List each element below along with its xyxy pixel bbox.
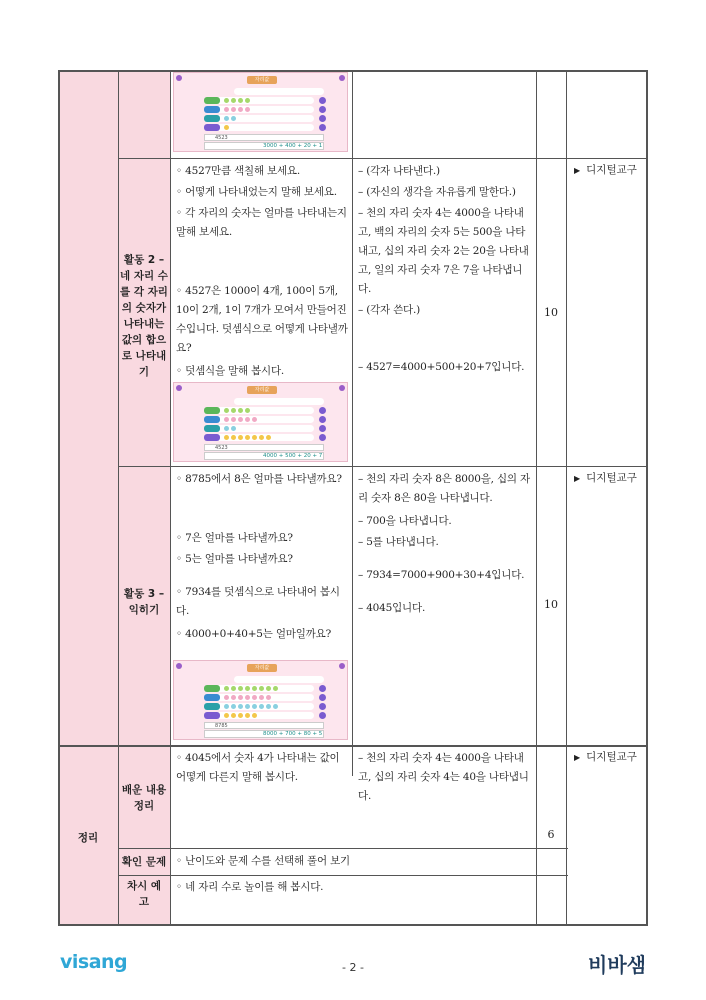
circle-icon — [176, 75, 182, 81]
check-problem-label: 확인 문제 — [121, 856, 167, 868]
time-activity-3: 10 — [544, 598, 558, 611]
place-value-expression: 3000 + 400 + 20 + 1 — [263, 143, 323, 149]
place-value-number: 4523 — [215, 135, 228, 141]
teacher-cell — [176, 162, 350, 381]
student-line: – (각자 쓴다.) — [358, 304, 421, 316]
teacher-line: ◦ 5는 얼마를 나타낼까요? — [176, 553, 293, 565]
teacher-cell — [176, 749, 350, 787]
place-value-number: 4523 — [215, 445, 228, 451]
screen-title: 자리값 — [247, 76, 277, 84]
next-lesson-label: 차시 예고 — [126, 880, 162, 908]
teacher-line: ◦ 4527은 1000이 4개, 100이 5개, 10이 2개, 1이 7개가 모여서 만들어진 수입니다. 덧셈식으로 어떻게 나타낼까요? — [176, 285, 348, 354]
teacher-line: ◦ 8785에서 8은 얼마를 나타낼까요? — [176, 473, 342, 485]
student-line: – 천의 자리 숫자 4는 4000을 나타내고, 십의 자리 숫자 4는 40을 나타냅니다. — [358, 752, 529, 802]
circle-icon — [176, 385, 182, 391]
triangle-bullet-icon: ▶ — [574, 166, 581, 175]
circle-icon — [176, 663, 182, 669]
time-activity-2: 10 — [544, 306, 558, 319]
circle-icon — [339, 663, 345, 669]
screen-title: 자리값 — [247, 664, 277, 672]
screen-title: 자리값 — [247, 386, 277, 394]
student-cell — [358, 162, 534, 377]
vivasam-logo: 비바샘 — [588, 953, 646, 977]
student-line: – (자신의 생각을 자유롭게 말한다.) — [358, 186, 516, 198]
student-cell — [358, 749, 534, 806]
tool-activity-3: ▶ 디지털교구 — [574, 472, 637, 484]
activity-2-label: 활동 2 – 네 자리 수를 각 자리의 숫자가 나타내는 값의 합으로 나타내기 — [120, 254, 168, 378]
stage-column — [58, 70, 118, 926]
teacher-line: ◦ 7934를 덧셈식으로 나타내어 봅시다. — [176, 586, 340, 617]
check-problem-text: ◦ 난이도와 문제 수를 선택해 풀어 보기 — [176, 855, 350, 867]
digital-tool-screenshot — [173, 382, 348, 462]
time-summary: 6 — [547, 828, 555, 841]
place-value-expression: 4000 + 500 + 20 + 7 — [263, 453, 323, 459]
circle-icon — [339, 75, 345, 81]
digital-tool-screenshot — [173, 660, 348, 740]
teacher-line: ◦ 어떻게 나타내었는지 말해 보세요. — [176, 186, 337, 198]
page-number: - 2 - — [342, 961, 364, 974]
student-line: – 천의 자리 숫자 4는 4000을 나타내고, 백의 자리의 숫자 5는 500을 나타내고, 십의 자리 숫자 2는 20을 나타내고, 일의 자리 숫자 7은 7을 나타냅니다. — [358, 207, 529, 295]
place-value-number: 8785 — [215, 723, 228, 729]
next-lesson-text: ◦ 네 자리 수로 놀이를 해 봅시다. — [176, 881, 324, 893]
stage-summary: 정리 — [77, 832, 99, 844]
visang-logo: visang — [60, 951, 128, 973]
student-line: – 700을 나타냅니다. — [358, 515, 452, 527]
student-line: – 5를 나타냅니다. — [358, 536, 439, 548]
student-line: – (각자 나타낸다.) — [358, 165, 440, 177]
triangle-bullet-icon: ▶ — [574, 474, 581, 483]
student-line: – 7934=7000+900+30+4입니다. — [358, 569, 525, 581]
teacher-line: ◦ 각 자리의 숫자는 얼마를 나타내는지 말해 보세요. — [176, 207, 347, 238]
circle-icon — [339, 385, 345, 391]
teacher-line: ◦ 4527만큼 색칠해 보세요. — [176, 165, 301, 177]
tool-summary: ▶ 디지털교구 — [574, 751, 637, 763]
tool-activity-2: ▶ 디지털교구 — [574, 164, 637, 176]
student-line: – 4527=4000+500+20+7입니다. — [358, 361, 525, 373]
digital-tool-screenshot — [173, 72, 348, 152]
teacher-line: ◦ 4000+0+40+5는 얼마일까요? — [176, 628, 331, 640]
teacher-cell — [176, 470, 350, 644]
lesson-plan-table — [58, 70, 648, 926]
student-line: – 천의 자리 숫자 8은 8000을, 십의 자리 숫자 8은 80을 나타냅니다. — [358, 473, 530, 504]
teacher-line: ◦ 4045에서 숫자 4가 나타내는 값이 어떻게 다른지 말해 봅시다. — [176, 752, 340, 783]
student-cell — [358, 470, 534, 618]
summary-label: 배운 내용 정리 — [121, 784, 167, 812]
teacher-line: ◦ 덧셈식을 말해 봅시다. — [176, 365, 285, 377]
student-line: – 4045입니다. — [358, 602, 426, 614]
activity-3-label: 활동 3 – 익히기 — [123, 588, 165, 616]
place-value-expression: 8000 + 700 + 80 + 5 — [263, 731, 323, 737]
teacher-line: ◦ 7은 얼마를 나타낼까요? — [176, 532, 293, 544]
triangle-bullet-icon: ▶ — [574, 753, 581, 762]
